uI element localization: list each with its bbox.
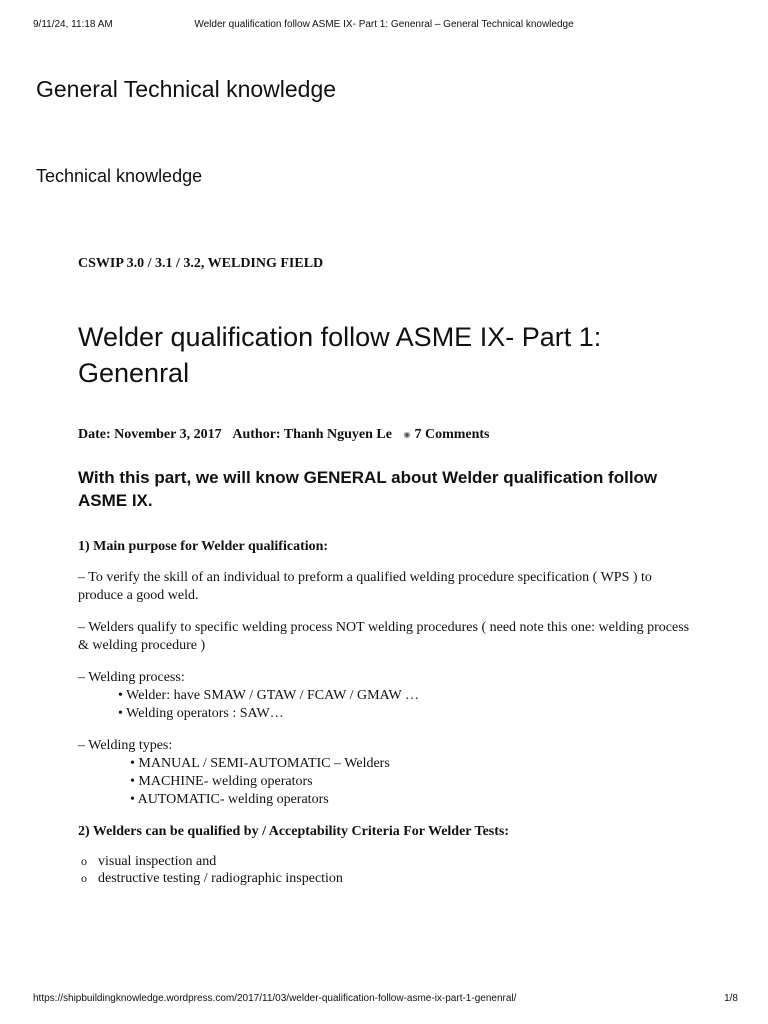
print-footer-url: https://shipbuildingknowledge.wordpress.com/2017/11/03/welder-qualification-follow-asme-ix-part-1-genenral/ bbox=[33, 993, 517, 1004]
welding-types-list bbox=[78, 755, 698, 809]
welding-types-label: – Welding types: bbox=[78, 738, 173, 753]
post-meta bbox=[78, 427, 490, 443]
welding-process-label: – Welding process: bbox=[78, 670, 185, 685]
site-tagline: Technical knowledge bbox=[36, 166, 203, 186]
list-item: • Welder: have SMAW / GTAW / FCAW / GMAW … bbox=[118, 688, 419, 703]
section-heading-1: 1) Main purpose for Welder qualification: bbox=[78, 539, 329, 554]
welding-process-list bbox=[78, 687, 698, 723]
list-item-text: visual inspection and bbox=[98, 854, 217, 869]
lead-text: . bbox=[147, 491, 153, 510]
post-date[interactable]: Date: November 3, 2017 bbox=[78, 427, 222, 442]
list-item-text: destructive testing / radiographic inspection bbox=[98, 871, 343, 886]
post-lead-heading bbox=[78, 466, 688, 512]
lead-strong-general: GENERAL bbox=[303, 468, 387, 487]
paragraph-purpose: – To verify the skill of an individual to preform a qualified welding procedure specification ( WPS ) to produce a good weld. bbox=[78, 570, 652, 603]
list-item bbox=[78, 853, 768, 870]
list-marker: o bbox=[81, 854, 87, 868]
print-page-number: 1/8 bbox=[724, 993, 738, 1004]
acceptance-criteria-list bbox=[78, 853, 698, 887]
print-datetime: 9/11/24, 11:18 AM bbox=[33, 19, 113, 30]
post-content bbox=[78, 538, 698, 887]
post-title: Welder qualification follow ASME IX- Part 1: Genenral bbox=[78, 322, 602, 388]
post-author[interactable]: Author: Thanh Nguyen Le bbox=[232, 427, 392, 442]
list-item: • AUTOMATIC- welding operators bbox=[130, 792, 329, 807]
comments-link[interactable]: 7 Comments bbox=[414, 427, 490, 442]
list-item: • MACHINE- welding operators bbox=[130, 774, 313, 789]
lead-text: about Welder qualification follow bbox=[386, 468, 658, 487]
list-item: • MANUAL / SEMI-AUTOMATIC – Welders bbox=[130, 756, 390, 771]
section-heading-2: 2) Welders can be qualified by / Acceptability Criteria For Welder Tests: bbox=[78, 824, 510, 839]
paragraph-process-note: – Welders qualify to specific welding process NOT welding procedures ( need note this one: welding process & welding procedure ) bbox=[78, 620, 690, 653]
comment-icon: ◉ bbox=[403, 430, 411, 439]
lead-text: With this part, we will know bbox=[78, 468, 304, 487]
post-category-links[interactable]: CSWIP 3.0 / 3.1 / 3.2, WELDING FIELD bbox=[78, 256, 324, 271]
list-item bbox=[78, 870, 768, 887]
print-document-title: Welder qualification follow ASME IX- Part 1: Genenral – General Technical knowledge bbox=[194, 19, 574, 30]
list-marker: o bbox=[81, 871, 87, 885]
site-title[interactable]: General Technical knowledge bbox=[36, 76, 337, 102]
list-item: • Welding operators : SAW… bbox=[118, 706, 284, 721]
lead-strong-asme: ASME IX bbox=[78, 491, 148, 510]
